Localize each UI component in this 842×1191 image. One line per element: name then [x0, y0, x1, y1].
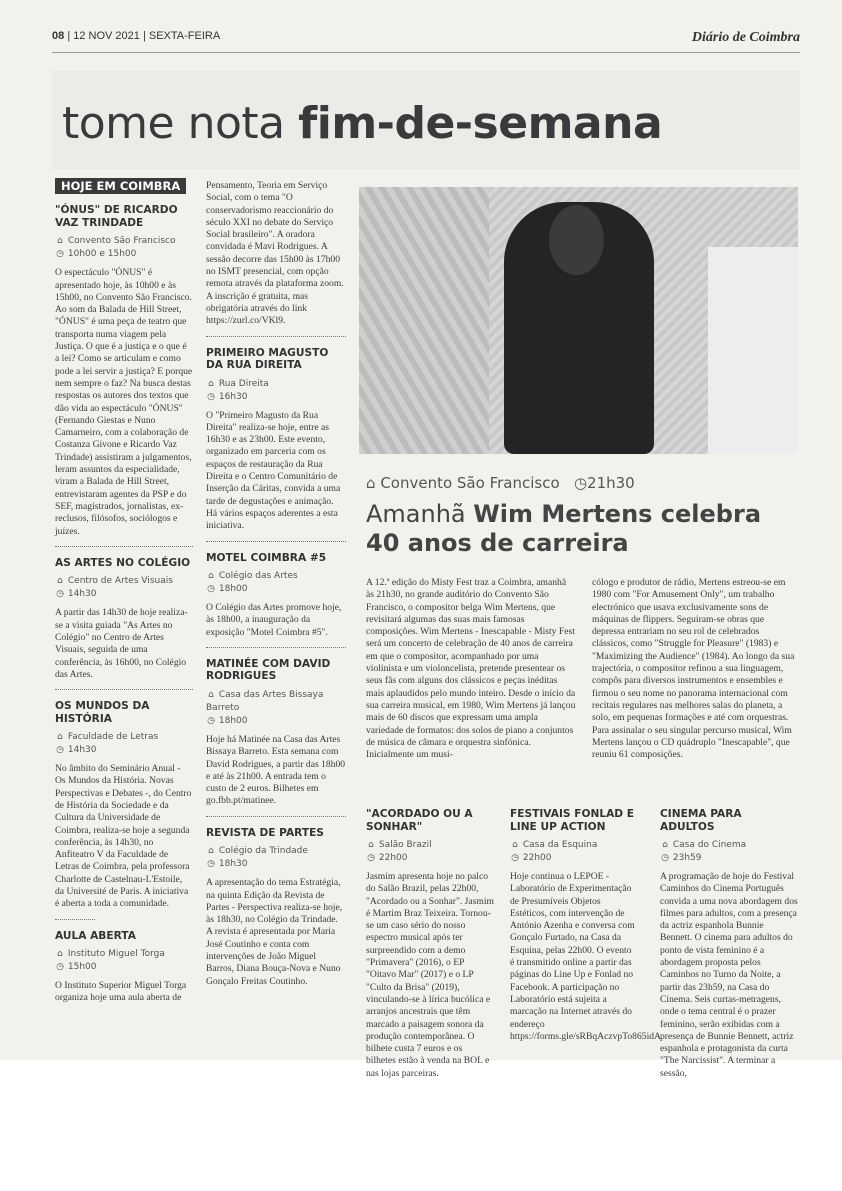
article-meta: ⌂ Casa do Cinema ◷ 23h59 — [661, 840, 747, 863]
article-meta: ⌂ Salão Brazil ◷ 22h00 — [367, 840, 432, 863]
clock-icon: ◷ — [207, 859, 215, 870]
home-icon: ⌂ — [208, 571, 214, 582]
home-icon: ⌂ — [57, 576, 63, 587]
bottom-column-1 — [366, 808, 494, 1084]
clock-icon: ◷ — [56, 962, 64, 973]
article-body: Hoje há Matinée na Casa das Artes Bissaya Barreto. Esta semana com David Rodrigues, a partir das 18h00 e até às 21h00. A entrada tem o custo de 2 euros. Bilhetes em go.fbb.pt/matinee. — [206, 733, 346, 807]
clock-icon: ◷ — [511, 853, 519, 863]
article-body: O "Primeiro Magusto da Rua Direita" realiza-se hoje, entre as 16h30 e as 23h00. Este evento, organizado em parceria com os espaços de restauração da Rua Direita e o Centro Comunitário de Inserção da Cáritas, convida a uma tarde de degustações e animação. Há vários espaços aderentes a esta iniciativa. — [206, 409, 341, 532]
article-meta: ⌂ Instituto Miguel Torga ◷ 15h00 — [56, 949, 165, 973]
feature-meta — [366, 474, 635, 492]
clock-icon: ◷ — [367, 853, 375, 863]
article-title: PRIMEIRO MAGUSTO DA RUA DIREITA — [206, 346, 329, 372]
article-meta: ⌂ Casa das Artes Bissaya Barreto ◷ 18h00 — [206, 689, 324, 726]
feature-body-right: cólogo e produtor de rádio, Mertens estreou-se em 1980 com "For Amusement Only", um trabalho electrónico que usava exclusivamente sons de máquinas de flippers. Seguiram-se obras que depressa entrariam no seu rol de celebrados clássicos, como "Struggle for Pleasure" (1983) e "Maximizing the Audience" (1984). Ao longo da sua trajectória, o compositor refinou a sua linguagem, compôs para diversos instrumentos e ensembles e firmou o seu nome no panorama internacional com recitais regulares nas melhores salas do planeta, a solo, em pequenas formações e até com orquestras. Para assinalar o seu singular percurso musical, Wim Mertens lançou o CD quádruplo "Inescapable", que reuniu 61 composições. — [592, 577, 795, 761]
article-meta: ⌂ Colégio das Artes ◷ 18h00 — [207, 571, 298, 595]
article-title: MOTEL COIMBRA #5 — [206, 551, 327, 564]
article-title: AULA ABERTA — [55, 929, 136, 942]
home-icon: ⌂ — [662, 840, 668, 850]
page-weekday: SEXTA-FEIRA — [148, 30, 221, 42]
article-meta: ⌂ Colégio da Trindade ◷ 18h30 — [207, 846, 308, 870]
clock-icon: ◷ — [661, 853, 669, 863]
article-title: CINEMA PARA ADULTOS — [660, 808, 742, 833]
clock-icon: ◷ — [56, 249, 64, 260]
home-icon: ⌂ — [512, 840, 518, 850]
home-icon: ⌂ — [368, 840, 374, 850]
page-header: 08 | 12 NOV 2021 | SEXTA-FEIRA Diário de Coimbra — [52, 30, 800, 53]
article-title: "ÓNUS" DE RICARDO VAZ TRINDADE — [55, 204, 178, 229]
clock-icon: ◷ — [573, 474, 588, 492]
article-meta: ⌂ Convento São Francisco ◷ 10h00 e 15h00 — [56, 236, 176, 260]
divider — [206, 647, 346, 648]
divider — [55, 919, 95, 920]
article-body: No âmbito do Seminário Anual - Os Mundos da História. Novas Perspectivas e Debates -, do Centro de História da Sociedade e da Cultura da Universidade de Coimbra, realiza-se hoje a segunda conferência, às 14h30, no Anfiteatro V da Faculdade de Letras de Coimbra, pela professora Charlotte de Castelnau-L'Estoile, da Université de Paris. A iniciativa é aberta a toda a comunidade. — [55, 763, 192, 910]
article-title: REVISTA DE PARTES — [206, 826, 324, 839]
newspaper-masthead: Diário de Coimbra — [691, 30, 800, 45]
divider — [55, 546, 193, 547]
article-body: Pensamento, Teoria em Serviço Social, com o tema "O conservadorismo reaccionário do século XXI no debate do Serviço Social brasileiro". A oradora convidada é Mavi Rodrigues. A sessão decorre das 15h00 às 17h00 no ISMT presencial, com opção remota através da plataforma zoom. A inscrição é gratuita, mas obrigatória através do link https://zurl.co/VKl9. — [206, 180, 344, 327]
home-icon: ⌂ — [57, 732, 63, 743]
home-icon: ⌂ — [366, 474, 376, 492]
article-title: OS MUNDOS DA HISTÓRIA — [55, 700, 150, 725]
article-body: O Instituto Superior Miguel Torga organiza hoje uma aula aberta de — [55, 980, 187, 1004]
page-title: tome nota fim-de-semana — [62, 98, 663, 149]
article-title: MATINÉE COM DAVID RODRIGUES — [206, 657, 331, 683]
article-body: Jasmim apresenta hoje no palco do Salão Brazil, pelas 22h00, "Acordado ou a Sonhar". Jasmim é Martim Braz Teixeira. Tornou-se um caso sério do nosso espectro musical após ter surpreendido com a demo "Primavera" (2016), o EP "Oitavo Mar" (2017) e o LP "Culto da Brisa" (2019), vinculando-se à lírica bucólica e arranjos ancestrais que têm marcado a paisagem sonora da produção contemporânea. O bilhete custa 7 euros e os bilhetes estão à venda na BOL e nas lojas parceiras. — [366, 871, 494, 1079]
feature-title: Amanhã Wim Mertens celebra 40 anos de carreira — [366, 500, 762, 557]
article-meta: ⌂ Rua Direita ◷ 16h30 — [207, 378, 269, 402]
home-icon: ⌂ — [208, 378, 214, 389]
clock-icon: ◷ — [207, 391, 215, 402]
feature-venue: Convento São Francisco — [380, 474, 560, 492]
page-date: 12 NOV 2021 — [73, 30, 140, 42]
article-body: O espectáculo "ÓNUS" é apresentado hoje, às 10h00 e às 15h00, no Convento São Francisco. Ao som da Balada de Hill Street, "ÓNUS" é uma peça de teatro que transporta numa viagem pela Justiça. O que é a justiça e o que é a lei? Como se articulam e como pode a lei servir a justiça? E porque nem sempre o faz? Na busca destas respostas os autores dos textos que dão vida ao espectáculo "ÓNUS" (Fernando Giestas e Nuno Camarneiro, com a colaboração de Costanza Givone e Ricardo Vaz Trindade) assistiram a julgamentos, leram assuntos da especialidade, viram a Balada de Hill Street, entrevistaram agentes da PSP e do SEF, magistrados, jornalistas, ex-reclusos, filósofos, sociólogos e juízes. — [55, 267, 193, 537]
article-meta: ⌂ Faculdade de Letras ◷ 14h30 — [56, 732, 159, 756]
bottom-column-3 — [660, 808, 798, 1084]
home-icon: ⌂ — [57, 949, 63, 960]
divider — [206, 541, 346, 542]
article-body: Hoje continua o LEPOE - Laboratório de Experimentação de Presumíveis Objetos Estéticos, com intervenção de António Azenha e conversa com Gonçalo Furtado, na Casa da Esquina, pelas 22h00. O evento é transmitido online a partir das páginas do Line Up e Fonlad no Facebook. A participação no Laboratório está sujeita a marcação na Internet através do endereço https://forms.gle/sRBqAczvpTo865idA — [510, 871, 661, 1042]
article-title: "ACORDADO OU A SONHAR" — [366, 808, 473, 833]
clock-icon: ◷ — [56, 589, 64, 600]
article-meta: ⌂ Centro de Artes Visuais ◷ 14h30 — [56, 576, 173, 600]
home-icon: ⌂ — [208, 846, 214, 857]
article-body: O Colégio das Artes promove hoje, às 18h00, a inauguração da exposição "Motel Coimbra #5". — [206, 602, 342, 638]
bottom-column-2 — [510, 808, 661, 1047]
clock-icon: ◷ — [207, 715, 215, 726]
home-icon: ⌂ — [208, 689, 214, 700]
article-body: A apresentação do tema Estratégia, na quinta Edição da Revista de Partes - Perspectiva realiza-se hoje, às 18h30, no Colégio da Trindade. A revista é apresentada por Maria José Coutinho e conta com intervenções de João Miguel Barros, Diana Bouça-Nova e Nuno Gonçalo Freitas Coutinho. — [206, 877, 343, 987]
article-title: FESTIVAIS FONLAD E LINE UP ACTION — [510, 808, 634, 833]
column-1 — [55, 178, 193, 1009]
article-meta: ⌂ Casa da Esquina ◷ 22h00 — [511, 840, 598, 863]
column-2 — [206, 180, 346, 992]
feature-body-left: A 12.ª edição do Misty Fest traz a Coimbra, amanhã às 21h30, no grande auditório do Convento São Francisco, o compositor belga Wim Mertens, que revisitará algumas das suas mais famosas composições. Wim Mertens - Inescapable - Misty Fest será um concerto de celebração de 40 anos de carreira em que o compositor, acompanhado por uma violinista e um violoncelista, pretende presentear os seus fãs com alguns dos clássicos e peças inéditas mais aplaudidos pelo mundo inteiro. Desde o início da sua carreira musical, em 1980, Wim Mertens já lançou mais de 60 discos que expressam uma ampla variedade de formatos: dos solos de piano a conjuntos de música de câmara e orquestra sinfónica. Inicialmente um musi- — [366, 577, 576, 761]
article-body: A partir das 14h30 de hoje realiza-se a visita guiada "As Artes no Colégio" no Centro de Artes Visuais, seguida de uma conferência, às 16h00, no Colégio das Artes. — [55, 607, 188, 680]
feature-time: 21h30 — [587, 474, 635, 492]
divider — [55, 689, 193, 690]
article-title: AS ARTES NO COLÉGIO — [55, 556, 191, 569]
feature-photo — [359, 187, 798, 454]
section-label: HOJE EM COIMBRA — [55, 178, 186, 194]
divider — [206, 336, 346, 337]
home-icon: ⌂ — [57, 236, 63, 247]
page-number: 08 — [52, 30, 65, 42]
clock-icon: ◷ — [56, 745, 64, 756]
divider — [206, 816, 346, 817]
article-body: A programação de hoje do Festival Caminhos do Cinema Português convida a uma nova abordagem dos filmes para adultos, com a presença da actriz espanhola Bunnie Bennett. O cinema para adultos do ponto de vista feminino é a abordagem proposta pelos Caminhos no Turno da Noite, a partir das 23h59, na Casa do Cinema. Seis curtas-metragens, onde o tema central é o prazer feminino, serão exibidas com a presença de Bunnie Bennett, actriz espanhola e protagonista da curta "The Narcissist". A terminar a sessão, — [660, 871, 798, 1079]
clock-icon: ◷ — [207, 584, 215, 595]
